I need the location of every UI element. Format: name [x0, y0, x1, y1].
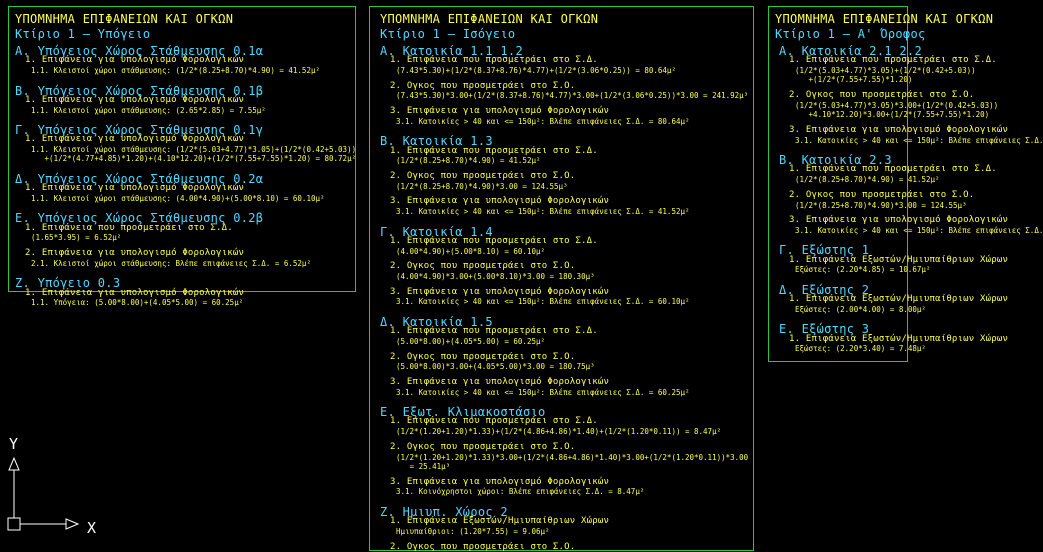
legend-panel-first-floor[interactable]: [768, 6, 1043, 362]
formula-text[interactable]: 3.1. Κατοικίες > 40 και <= 150μ²: Βλέπε επιφάνειες Σ.Δ.: [795, 135, 1043, 145]
subsection-label[interactable]: 2. Επιφάνεια για υπολογισμό Φορολογικών: [25, 248, 245, 258]
formula-text[interactable]: (7.43*5.30)+(1/2*(8.37+8.76)*4.77)+(1/2*(3.06*0.25)) = 80.64μ²: [396, 66, 676, 75]
section-heading[interactable]: Ε. Εξώστης 3: [779, 322, 870, 337]
ucs-y-label: Y: [9, 435, 19, 453]
panel-title[interactable]: ΥΠΟΜΝΗΜΑ ΕΠΙΦΑΝΕΙΩΝ ΚΑΙ ΟΓΚΩΝ: [15, 12, 234, 26]
formula-text[interactable]: 3.1. Κοινόχρηστοι χώροι: Βλέπε επιφάνειες Σ.Δ. = 8.47μ²: [396, 487, 645, 497]
formula-text[interactable]: Εξώστες: (2.20*4.85) = 10.67μ²: [795, 265, 931, 275]
subsection-label[interactable]: 3. Επιφάνεια για υπολογισμό Φορολογικών: [390, 376, 610, 387]
subsection-label[interactable]: 1. Επιφάνεια Εξωστών/Ημιυπαίθριων Χώρων: [789, 333, 1009, 344]
subsection-label[interactable]: 1. Επιφάνεια για υπολογισμό Φορολογικών: [25, 287, 245, 298]
building-label[interactable]: Κτίριο 1 – Ισόγειο: [380, 27, 516, 41]
subsection-label[interactable]: 3. Επιφάνεια για υπολογισμό Φορολογικών: [390, 196, 610, 207]
section-heading[interactable]: Ζ. Υπόγειο 0.3: [15, 276, 121, 291]
subsection-label[interactable]: 1. Επιφάνεια Εξωστών/Ημιυπαίθριων Χώρων: [789, 294, 1009, 305]
subsection-label[interactable]: 3. Επιφάνεια για υπολογισμό Φορολογικών: [390, 476, 610, 487]
section-heading[interactable]: Β. Κατοικία 1.3: [380, 134, 493, 149]
formula-text[interactable]: Εξώστες: (2.20*3.40) = 7.48μ²: [795, 344, 926, 354]
subsection-label[interactable]: 1. Επιφάνεια για υπολογισμό Φορολογικών: [25, 183, 245, 194]
formula-text[interactable]: 3.1. Κατοικίες > 40 και <= 150μ²: Βλέπε επιφάνειες Σ.Δ.: [795, 225, 1043, 235]
formula-text[interactable]: 1.1. Κλειστοί χώροι στάθμευσης: (1/2*(5.03+4.77)*3.05)+(1/2*(0.42+5.03)): [31, 145, 357, 154]
subsection-label[interactable]: 2. Ογκος που προσμετράει στο Σ.Ο.: [390, 441, 576, 452]
subsection-label[interactable]: 2. Ογκος που προσμετράει στο Σ.Ο.: [390, 170, 576, 181]
subsection-label[interactable]: 2. Ογκος που προσμετράει στο Σ.Ο.: [390, 261, 576, 272]
formula-text[interactable]: +4.10*12.20)*3.00+(1/2*(7.55+7.55)*1.20): [795, 110, 990, 120]
formula-text[interactable]: Ημιυπαίθριοι: (1.20*7.55) = 9.06μ²: [396, 526, 550, 536]
legend-panel-ground-floor[interactable]: [369, 6, 754, 551]
section-heading[interactable]: Ε. Υπόγειος Χώρος Στάθμευσης 0.2β: [15, 211, 264, 226]
section-heading[interactable]: Δ. Εξώστης 2: [779, 282, 870, 297]
subsection-label[interactable]: 2. Ογκος που προσμετράει στο Σ.Ο.: [390, 80, 576, 91]
formula-text[interactable]: 2.1. Κλειστοί χώροι στάθμευσης: Βλέπε επιφάνειες Σ.Δ. = 6.52μ²: [31, 258, 311, 268]
subsection-label[interactable]: 3. Επιφάνεια για υπολογισμό Φορολογικών: [390, 106, 610, 116]
formula-text[interactable]: (1/2*(1.20+1.20)*1.33)+(1/2*(4.86+4.86)*1.40)+(1/2*(1.20*0.11)) = 8.47μ²: [396, 427, 722, 437]
section-heading[interactable]: Α. Υπόγειος Χώρος Στάθμευσης 0.1α: [15, 44, 264, 58]
section-heading[interactable]: Γ. Εξώστης 1: [779, 243, 870, 258]
subsection-label[interactable]: 1. Επιφάνεια που προσμετράει στο Σ.Δ.: [390, 235, 598, 246]
subsection-label[interactable]: 1. Επιφάνεια Εξωστών/Ημιυπαίθριων Χώρων: [390, 516, 610, 527]
formula-text[interactable]: (1/2*(8.25+8.70)*4.90)*3.00 = 124.55μ³: [396, 181, 568, 191]
subsection-label[interactable]: 2. Ογκος που προσμετράει στο Σ.Ο.: [789, 90, 975, 100]
formula-text[interactable]: Εξώστες: (2.00*4.00) = 8.00μ²: [795, 304, 926, 314]
subsection-label[interactable]: 1. Επιφάνεια που προσμετράει στο Σ.Δ.: [789, 55, 997, 66]
section-heading[interactable]: Β. Κατοικία 2.3: [779, 153, 892, 168]
subsection-label[interactable]: 1. Επιφάνεια που προσμετράει στο Σ.Δ.: [789, 164, 997, 175]
building-label[interactable]: Κτίριο 1 – Υπόγειο: [15, 27, 151, 41]
subsection-label[interactable]: 1. Επιφάνεια που προσμετράει στο Σ.Δ.: [390, 145, 598, 156]
formula-text[interactable]: (1/2*(8.25+8.70)*4.90) = 41.52μ²: [795, 175, 940, 185]
formula-text[interactable]: (1/2*(5.03+4.77)*3.05)+(1/2*(0.42+5.03)): [795, 66, 976, 75]
section-heading[interactable]: Γ. Υπόγειος Χώρος Στάθμευσης 0.1γ: [15, 123, 264, 137]
subsection-label[interactable]: 1. Επιφάνεια για υπολογισμό Φορολογικών: [25, 94, 245, 105]
section-heading[interactable]: Δ. Κατοικία 1.5: [380, 314, 493, 329]
subsection-label[interactable]: 1. Επιφάνεια που προσμετράει στο Σ.Δ.: [390, 55, 598, 66]
formula-text[interactable]: +(1/2*(7.55+7.55)*1.20): [795, 75, 913, 85]
subsection-label[interactable]: 3. Επιφάνεια για υπολογισμό Φορολογικών: [789, 124, 1009, 135]
formula-text[interactable]: 1.1. Κλειστοί χώροι στάθμευσης: (4.00*4.90)+(5.00*8.10) = 60.10μ²: [31, 193, 325, 203]
section-heading[interactable]: Α. Κατοικία 2.1_2.2: [779, 44, 922, 58]
formula-text[interactable]: 1.1. Κλειστοί χώροι στάθμευσης: (1/2*(8.25+8.70)*4.90) = 41.52μ²: [31, 66, 320, 75]
formula-text[interactable]: (1/2*(1.20+1.20)*1.33)*3.00+(1/2*(4.86+4.86)*1.40)*3.00+(1/2*(1.20*0.11))*3.00: [396, 452, 749, 462]
formula-text[interactable]: 1.1. Υπόγεια: (5.00*8.00)+(4.05*5.00) = 60.25μ²: [31, 298, 244, 308]
formula-text[interactable]: (5.00*8.00)+(4.05*5.00) = 60.25μ²: [396, 336, 546, 346]
subsection-label[interactable]: 2. Ογκος που προσμετράει στο Σ.Ο.: [390, 541, 576, 552]
ucs-x-label: X: [87, 519, 97, 537]
section-heading[interactable]: Ε. Εξωτ. Κλιμακοστάσιο: [380, 405, 546, 420]
subsection-label[interactable]: 1. Επιφάνεια που προσμετράει στο Σ.Δ.: [390, 416, 598, 427]
formula-text[interactable]: (1/2*(8.25+8.70)*4.90)*3.00 = 124.55μ³: [795, 200, 967, 210]
formula-text[interactable]: 3.1. Κατοικίες > 40 και <= 150μ²: Βλέπε επιφάνειες Σ.Δ. = 60.10μ²: [396, 297, 690, 307]
formula-text[interactable]: (4.00*4.90)*3.00+(5.00*8.10)*3.00 = 180.30μ³: [396, 272, 595, 281]
section-heading[interactable]: Γ. Κατοικία 1.4: [380, 224, 493, 239]
formula-text[interactable]: = 25.41μ³: [396, 462, 451, 471]
subsection-label[interactable]: 3. Επιφάνεια για υπολογισμό Φορολογικών: [789, 215, 1009, 226]
subsection-label[interactable]: 3. Επιφάνεια για υπολογισμό Φορολογικών: [390, 286, 610, 297]
formula-text[interactable]: (5.00*8.00)*3.00+(4.05*5.00)*3.00 = 180.75μ³: [396, 362, 595, 372]
subsection-label[interactable]: 1. Επιφάνεια που προσμετράει στο Σ.Δ.: [390, 326, 598, 337]
panel-title[interactable]: ΥΠΟΜΝΗΜΑ ΕΠΙΦΑΝΕΙΩΝ ΚΑΙ ΟΓΚΩΝ: [380, 12, 599, 26]
formula-text[interactable]: 1.1. Κλειστοί χώροι στάθμευσης: (2.65*2.85) = 7.55μ²: [31, 105, 266, 115]
formula-text[interactable]: (1/2*(8.25+8.70)*4.90) = 41.52μ²: [396, 156, 541, 166]
subsection-label[interactable]: 2. Ογκος που προσμετράει στο Σ.Ο.: [789, 189, 975, 200]
ucs-axes-icon: [0, 430, 110, 541]
section-heading[interactable]: Β. Υπόγειος Χώρος Στάθμευσης 0.1β: [15, 83, 264, 98]
formula-text[interactable]: (7.43*5.30)*3.00+(1/2*(8.37+8.76)*4.77)*3.00+(1/2*(3.06*0.25))*3.00 = 241.92μ³: [396, 91, 749, 101]
section-heading[interactable]: Δ. Υπόγειος Χώρος Στάθμευσης 0.2α: [15, 171, 264, 186]
formula-text[interactable]: (1.65*3.95) = 6.52μ²: [31, 233, 122, 243]
formula-text[interactable]: (1/2*(5.03+4.77)*3.05)*3.00+(1/2*(0.42+5.03)): [795, 100, 999, 110]
formula-text[interactable]: +(1/2*(4.77+4.85)*1.20)+(4.10*12.20)+(1/2*(7.55+7.55)*1.20) = 80.72μ²: [31, 154, 357, 164]
legend-panel-basement[interactable]: [8, 6, 357, 308]
subsection-label[interactable]: 1. Επιφάνεια για υπολογισμό Φορολογικών: [25, 134, 245, 145]
building-label[interactable]: Κτίριο 1 – Α' Όροφος: [775, 27, 926, 41]
formula-text[interactable]: (4.00*4.90)+(5.00*8.10) = 60.10μ²: [396, 246, 546, 256]
formula-text[interactable]: 3.1. Κατοικίες > 40 και <= 150μ²: Βλέπε επιφάνειες Σ.Δ. = 80.64μ²: [396, 116, 690, 126]
formula-text[interactable]: 3.1. Κατοικίες > 40 και <= 150μ²: Βλέπε επιφάνειες Σ.Δ. = 41.52μ²: [396, 207, 690, 217]
section-heading[interactable]: Α. Κατοικία 1.1_1.2: [380, 44, 523, 58]
subsection-label[interactable]: 2. Ογκος που προσμετράει στο Σ.Ο.: [390, 351, 576, 362]
formula-text[interactable]: 3.1. Κατοικίες > 40 και <= 150μ²: Βλέπε επιφάνειες Σ.Δ. = 60.25μ²: [396, 387, 690, 397]
subsection-label[interactable]: 1. Επιφάνεια Εξωστών/Ημιυπαίθριων Χώρων: [789, 254, 1009, 265]
subsection-label[interactable]: 1. Επιφάνεια για υπολογισμό Φορολογικών: [25, 55, 245, 66]
subsection-label[interactable]: 1. Επιφάνεια που προσμετράει στο Σ.Δ.: [25, 222, 233, 233]
panel-title[interactable]: ΥΠΟΜΝΗΜΑ ΕΠΙΦΑΝΕΙΩΝ ΚΑΙ ΟΓΚΩΝ: [775, 12, 994, 26]
section-heading[interactable]: Ζ. Ημιυπ. Χώρος 2: [380, 504, 508, 519]
